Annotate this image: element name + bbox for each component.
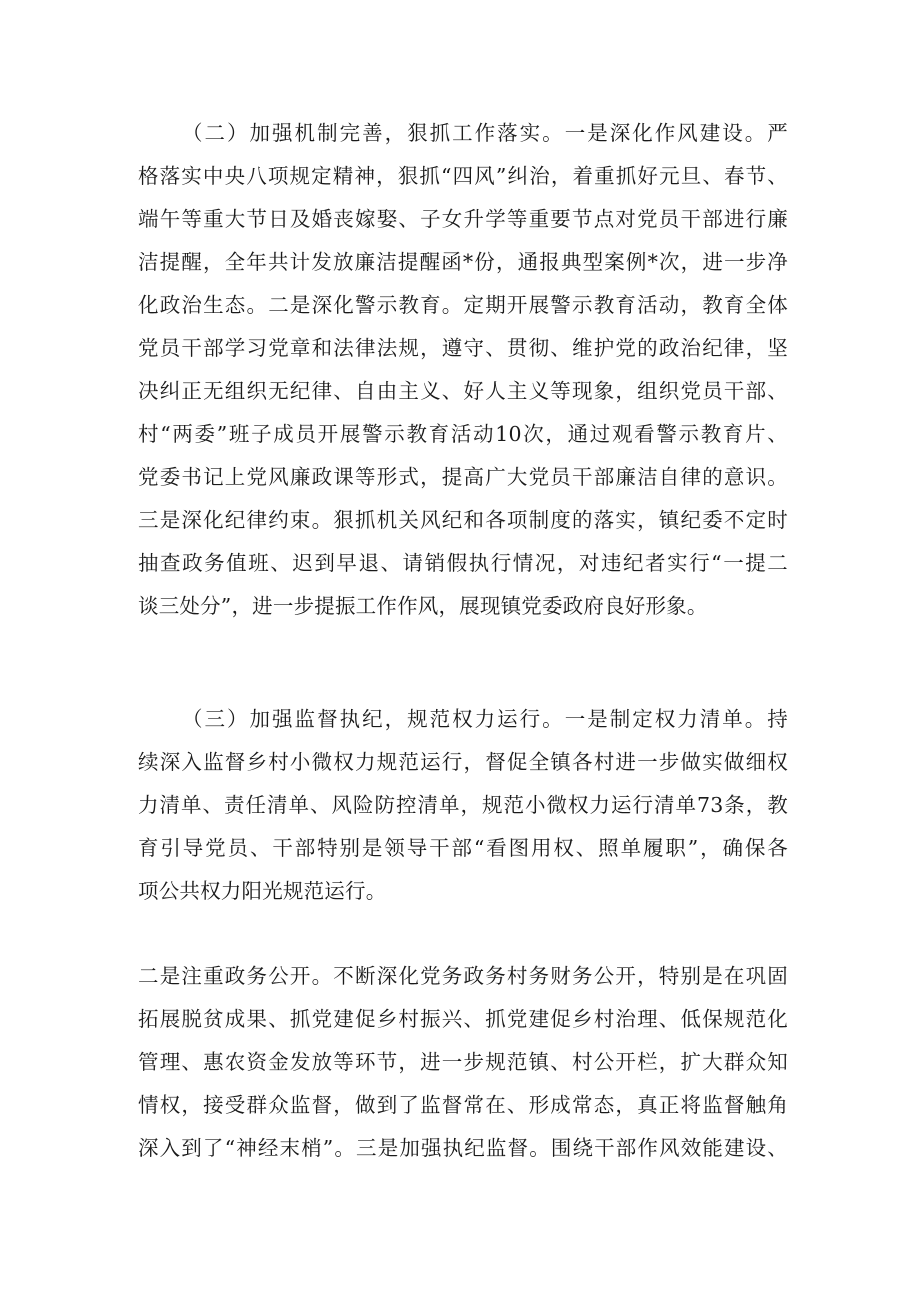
text-line: （二）加强机制完善，狠抓工作落实。一是深化作风建设。严 [182,121,788,145]
text-line: 力清单、责任清单、风险防控清单，规范小微权力运行清单73条，教 [138,793,788,817]
text-line: 管理、惠农资金发放等环节，进一步规范镇、村公开栏，扩大群众知 [138,1050,788,1074]
paragraph-section-2 [138,112,788,628]
text-line: 续深入监督乡村小微权力规范运行，督促全镇各村进一步做实做细权 [138,750,788,774]
text-line: 化政治生态。二是深化警示教育。定期开展警示教育活动，教育全体 [138,293,788,317]
text-line: 项公共权力阳光规范运行。 [138,879,387,903]
text-line: 抽查政务值班、迟到早退、请销假执行情况，对违纪者实行“一提二 [138,551,788,575]
text-line: 洁提醒，全年共计发放廉洁提醒函*份，通报典型案例*次，进一步净 [138,250,788,274]
paragraph-section-3-continued [138,955,788,1170]
text-line: 格落实中央八项规定精神，狠抓“四风”纠治，着重抓好元旦、春节、 [138,164,788,188]
text-line: 村“两委”班子成员开展警示教育活动10次，通过观看警示教育片、 [138,422,788,446]
text-line: 党员干部学习党章和法律法规，遵守、贯彻、维护党的政治纪律，坚 [138,336,788,360]
text-line: （三）加强监督执纪，规范权力运行。一是制定权力清单。持 [182,707,788,731]
text-line: 谈三处分”，进一步提振工作作风，展现镇党委政府良好形象。 [138,594,708,618]
text-line: 拓展脱贫成果、抓党建促乡村振兴、抓党建促乡村治理、低保规范化 [138,1007,788,1031]
text-line: 端午等重大节日及婚丧嫁娶、子女升学等重要节点对党员干部进行廉 [138,207,788,231]
text-line: 深入到了“神经末梢”。三是加强执纪监督。围绕干部作风效能建设、 [138,1136,788,1160]
text-line: 党委书记上党风廉政课等形式，提高广大党员干部廉洁自律的意识。 [138,465,788,489]
text-line: 情权，接受群众监督，做到了监督常在、形成常态，真正将监督触角 [138,1093,788,1117]
paragraph-section-3 [138,698,788,913]
text-line: 三是深化纪律约束。狠抓机关风纪和各项制度的落实，镇纪委不定时 [138,508,788,532]
text-line: 二是注重政务公开。不断深化党务政务村务财务公开，特别是在巩固 [138,964,788,988]
text-line: 育引导党员、干部特别是领导干部“看图用权、照单履职”，确保各 [138,836,788,860]
text-line: 决纠正无组织无纪律、自由主义、好人主义等现象，组织党员干部、 [138,379,788,403]
